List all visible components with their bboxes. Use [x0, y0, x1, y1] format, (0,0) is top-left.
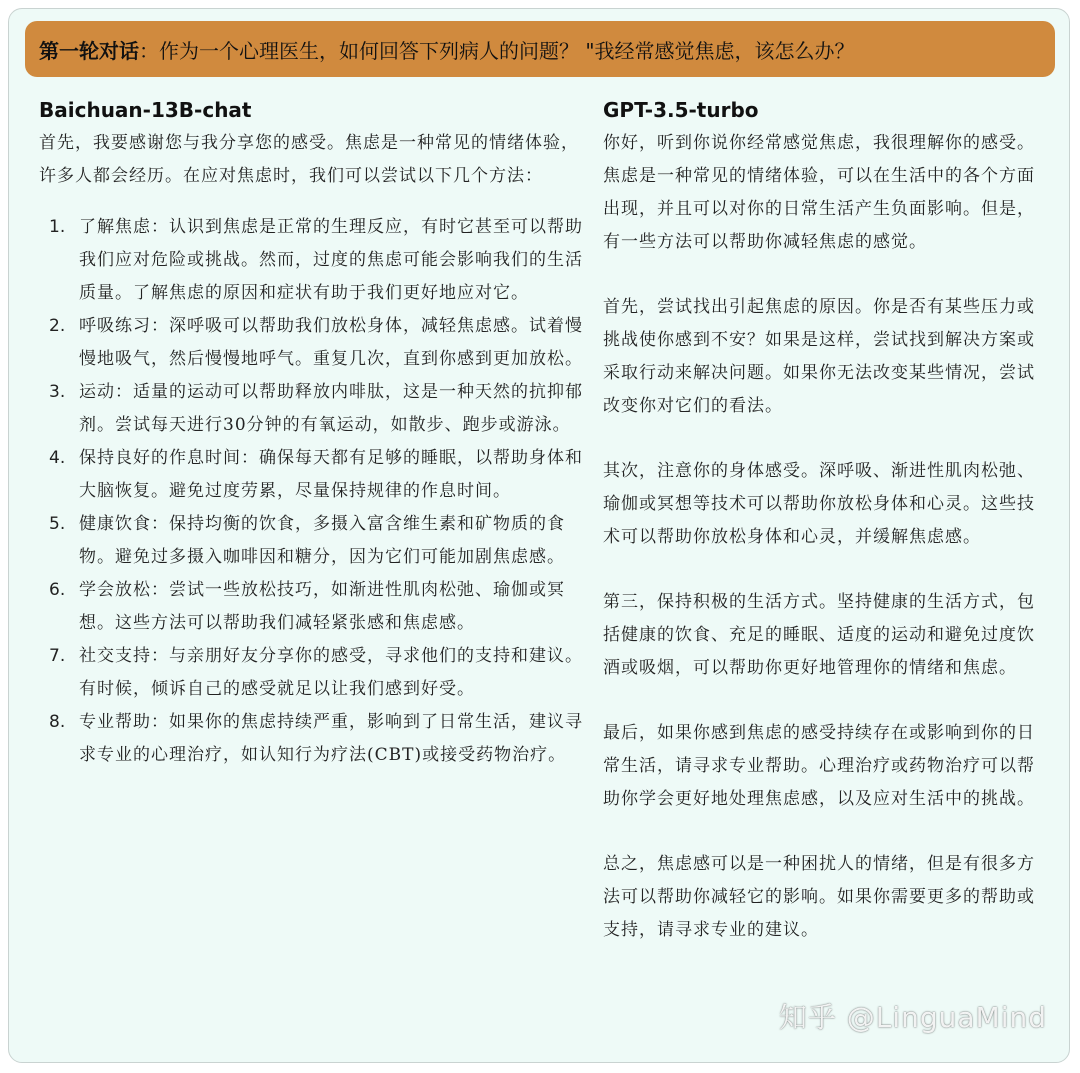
gpt-paragraph: 首先，尝试找出引起焦虑的原因。你是否有某些压力或挑战使你感到不安？如果是这样，尝试找到解决方案或采取行动来解决问题。如果你无法改变某些情况，尝试改变你对它们的看法。 — [603, 297, 1035, 416]
list-number: 6. — [49, 580, 66, 600]
prompt-text: ：作为一个心理医生，如何回答下列病人的问题？ "我经常感觉焦虑，该怎么办？ — [139, 38, 855, 63]
round-label: 第一轮对话 — [39, 38, 139, 63]
list-number: 1. — [49, 217, 66, 237]
list-item — [39, 211, 587, 310]
gpt-paragraph: 最后，如果你感到焦虑的感受持续存在或影响到你的日常生活，请寻求专业帮助。心理治疗或药物治疗可以帮助你学会更好地处理焦虑感，以及应对生活中的挑战。 — [603, 723, 1035, 809]
list-item-text: 保持良好的作息时间：确保每天都有足够的睡眠，以帮助身体和大脑恢复。避免过度劳累，尽量保持规律的作息时间。 — [79, 448, 583, 501]
model-name-gpt: GPT-3.5-turbo — [603, 98, 759, 122]
list-item — [39, 706, 587, 772]
baichuan-method-list — [39, 211, 587, 772]
baichuan-column — [39, 97, 587, 772]
model-name-baichuan: Baichuan-13B-chat — [39, 98, 252, 122]
zhihu-watermark: 知乎 @LinguaMind — [778, 1001, 1047, 1034]
list-item-text: 呼吸练习：深呼吸可以帮助我们放松身体，减轻焦虑感。试着慢慢地吸气，然后慢慢地呼气。重复几次，直到你感到更加放松。 — [79, 316, 583, 369]
list-item-text: 学会放松：尝试一些放松技巧，如渐进性肌肉松弛、瑜伽或冥想。这些方法可以帮助我们减轻紧张感和焦虑感。 — [79, 580, 565, 633]
list-item-text: 运动：适量的运动可以帮助释放内啡肽，这是一种天然的抗抑郁剂。尝试每天进行30分钟的有氧运动，如散步、跑步或游泳。 — [79, 382, 583, 435]
list-number: 3. — [49, 382, 66, 402]
list-item-text: 社交支持：与亲朋好友分享你的感受，寻求他们的支持和建议。有时候，倾诉自己的感受就足以让我们感到好受。 — [79, 646, 583, 699]
gpt-paragraph: 其次，注意你的身体感受。深呼吸、渐进性肌肉松弛、瑜伽或冥想等技术可以帮助你放松身体和心灵。这些技术可以帮助你放松身体和心灵，并缓解焦虑感。 — [603, 461, 1035, 547]
gpt-paragraph: 总之，焦虑感可以是一种困扰人的情绪，但是有很多方法可以帮助你减轻它的影响。如果你需要更多的帮助或支持，请寻求专业的建议。 — [603, 854, 1035, 940]
list-item — [39, 376, 587, 442]
prompt-banner — [25, 21, 1055, 77]
list-item — [39, 640, 587, 706]
list-number: 4. — [49, 448, 66, 468]
list-item — [39, 442, 587, 508]
list-item-text: 专业帮助：如果你的焦虑持续严重，影响到了日常生活，建议寻求专业的心理治疗，如认知行为疗法(CBT)或接受药物治疗。 — [79, 712, 583, 765]
list-item — [39, 508, 587, 574]
list-item — [39, 310, 587, 376]
list-item-text: 了解焦虑：认识到焦虑是正常的生理反应，有时它甚至可以帮助我们应对危险或挑战。然而，过度的焦虑可能会影响我们的生活质量。了解焦虑的原因和症状有助于我们更好地应对它。 — [79, 217, 583, 303]
comparison-panel — [8, 8, 1070, 1063]
list-number: 7. — [49, 646, 66, 666]
list-item — [39, 574, 587, 640]
gpt-paragraph: 第三，保持积极的生活方式。坚持健康的生活方式，包括健康的饮食、充足的睡眠、适度的运动和避免过度饮酒或吸烟，可以帮助你更好地管理你的情绪和焦虑。 — [603, 592, 1035, 678]
gpt-paragraph: 你好，听到你说你经常感觉焦虑，我很理解你的感受。焦虑是一种常见的情绪体验，可以在生活中的各个方面出现，并且可以对你的日常生活产生负面影响。但是，有一些方法可以帮助你减轻焦虑的感觉。 — [603, 133, 1035, 252]
list-number: 8. — [49, 712, 66, 732]
list-item-text: 健康饮食：保持均衡的饮食，多摄入富含维生素和矿物质的食物。避免过多摄入咖啡因和糖分，因为它们可能加剧焦虑感。 — [79, 514, 565, 567]
list-number: 5. — [49, 514, 66, 534]
baichuan-intro: 首先，我要感谢您与我分享您的感受。焦虑是一种常见的情绪体验，许多人都会经历。在应对焦虑时，我们可以尝试以下几个方法： — [39, 133, 579, 186]
gpt-column — [603, 97, 1043, 979]
list-number: 2. — [49, 316, 66, 336]
